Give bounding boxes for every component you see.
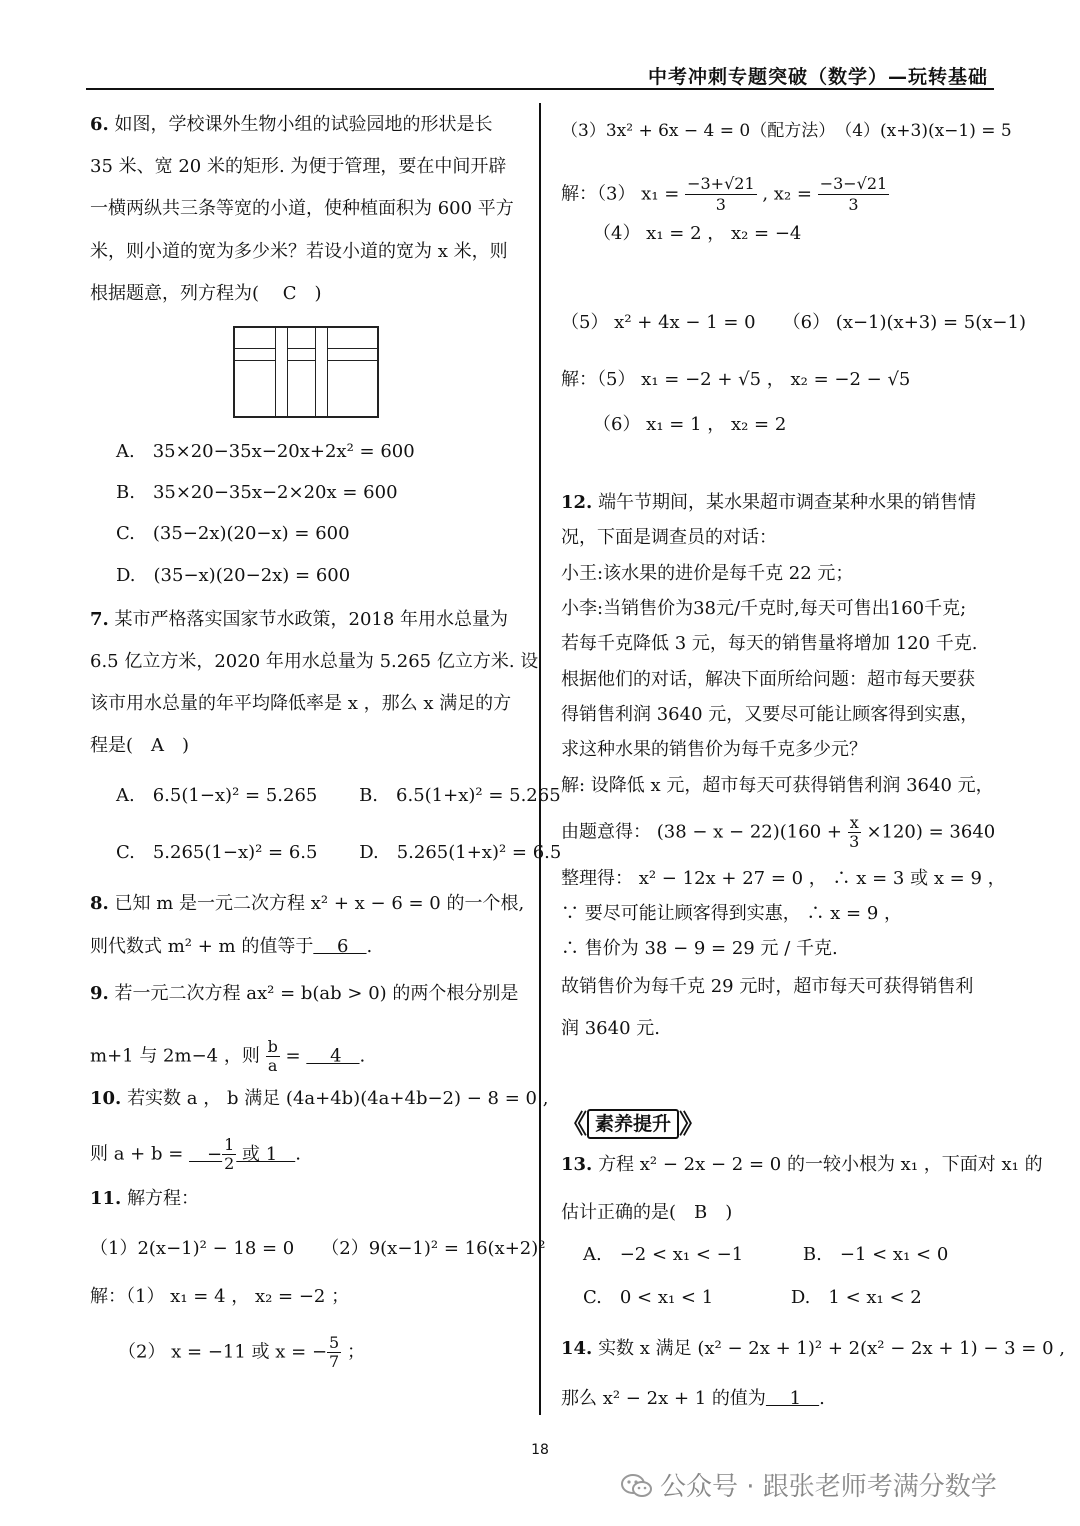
- q6-line-2: 35 米、宽 20 米的矩形. 为便于管理，要在中间开辟: [90, 156, 507, 177]
- q11-solution-4: （4） x₁ = 2 ， x₂ = −4: [593, 223, 802, 244]
- header-rule: [86, 88, 994, 90]
- q13-text-1: 方程 x² − 2x − 2 = 0 的一较小根为 x₁ ，下面对 x₁ 的: [598, 1154, 1043, 1175]
- q7-options-row-2: C. 5.265(1−x)² = 6.5 D. 5.265(1+x)² = 6.5: [116, 842, 562, 863]
- q12-eq-frac-den: 3: [849, 832, 860, 851]
- q7-line-1: [90, 607, 508, 633]
- q8-period: .: [366, 936, 373, 957]
- q6-option-c: C. (35−2x)(20−x) = 600: [116, 523, 350, 544]
- q12-line-7: 得销售利润 3640 元，又要尽可能让顾客得到实惠，: [561, 704, 979, 725]
- q12-number: 12.: [561, 492, 593, 513]
- header-title: 中考冲刺专题突破（数学）—玩转基础: [647, 66, 988, 88]
- q11-solution-3: [561, 174, 889, 215]
- q11-line-1: [90, 1186, 199, 1212]
- q6-line-1: [90, 112, 493, 138]
- q12-eq-pre: 由题意得： (38 − x − 22)(160 +: [561, 821, 848, 843]
- q9-frac-den: a: [267, 1056, 278, 1075]
- q6-option-d: D. (35−x)(20−2x) = 600: [116, 565, 351, 586]
- sol3-fraction-2: [818, 174, 890, 215]
- q10-line-1: [90, 1086, 548, 1112]
- q7-text-1: 某市严格落实国家节水政策，2018 年用水总量为: [114, 609, 509, 630]
- q10-answer-pre: −: [189, 1143, 223, 1165]
- q8-answer: 6: [313, 936, 367, 957]
- q9-text-1: 若一元二次方程 ax² = b(ab > 0) 的两个根分别是: [114, 983, 519, 1004]
- sol3-f2-den: 3: [848, 195, 859, 214]
- sol3-f1-den: 3: [715, 195, 726, 214]
- q12-eq-post: ×120) = 3640: [860, 821, 996, 843]
- q11-equations-5-6: （5） x² + 4x − 1 = 0 （6） (x−1)(x+3) = 5(x−1): [561, 312, 1026, 333]
- sol3-f1-num: −3+√21: [687, 174, 755, 193]
- q7-line-3: 该市用水总量的年平均降低率是 x ，那么 x 满足的方: [90, 693, 512, 714]
- q6-line-3: 一横两纵共三条等宽的小道，使种植面积为 600 平方: [90, 198, 514, 219]
- q12-line-4: 小李:当销售价为38元/千克时,每天可售出160千克;: [561, 598, 967, 619]
- q11-sol2-post: ；: [341, 1341, 365, 1363]
- q9-frac-num: b: [267, 1037, 278, 1056]
- column-divider: [539, 103, 541, 1415]
- q8-number: 8.: [90, 893, 109, 914]
- wechat-icon: [620, 1473, 654, 1499]
- q14-answer: 1: [765, 1388, 820, 1409]
- q9-line-1: [90, 981, 518, 1007]
- q11-sol2-fraction: [327, 1334, 341, 1371]
- q9-text-2: m+1 与 2m−4 ，则: [90, 1045, 260, 1067]
- q9-number: 9.: [90, 983, 109, 1004]
- q11-solution-2: [118, 1334, 365, 1371]
- q14-text-2: 那么 x² − 2x + 1 的值为: [561, 1388, 766, 1409]
- q12-line-8: 求这种水果的销售价为每千克多少元？: [561, 739, 867, 760]
- q12-line-13: 故销售价为每千克 29 元时，超市每天可获得销售利: [561, 976, 974, 997]
- q12-line-5: 若每千克降低 3 元，每天的销售量将增加 120 千克.: [561, 633, 978, 654]
- q10-frac-num: 1: [224, 1135, 235, 1154]
- q8-line-2: [90, 934, 372, 960]
- q9-equals: =: [279, 1045, 307, 1067]
- q10-text-1: 若实数 a ， b 满足 (4a+4b)(4a+4b−2) − 8 = 0 ,: [127, 1088, 549, 1109]
- q12-line-2: 况，下面是调查员的对话：: [561, 527, 777, 548]
- q11-solution-1: 解：（1） x₁ = 4 ， x₂ = −2 ；: [90, 1286, 350, 1307]
- garden-horizontal-path: [235, 348, 377, 361]
- q6-line-4: 米，则小道的宽为多少米？若设小道的宽为 x 米，则: [90, 241, 508, 262]
- q12-text-1: 端午节期间，某水果超市调查某种水果的销售情: [598, 492, 977, 513]
- q10-frac-den: 2: [224, 1154, 235, 1173]
- q9-period: .: [359, 1045, 366, 1067]
- q13-options-row-2: C. 0 < x₁ < 1 D. 1 < x₁ < 2: [583, 1287, 922, 1308]
- q12-line-14: 润 3640 元.: [561, 1018, 660, 1039]
- q10-line-2: [90, 1136, 301, 1173]
- q11-intro: 解方程：: [127, 1188, 200, 1209]
- garden-vertical-path-2: [315, 328, 328, 416]
- q11-equations: （1）2(x−1)² − 18 = 0 （2）9(x−1)² = 16(x+2)²: [90, 1238, 546, 1259]
- q14-text-1: 实数 x 满足 (x² − 2x + 1)² + 2(x² − 2x + 1) − 3 = 0 ,: [598, 1338, 1066, 1359]
- q6-text-1: 如图，学校课外生物小组的试验园地的形状是长: [114, 114, 493, 135]
- q7-options-row-1: A. 6.5(1−x)² = 5.265 B. 6.5(1+x)² = 5.265: [116, 785, 561, 806]
- badge-bracket-right: 》: [679, 1110, 706, 1140]
- q9-line-2: [90, 1038, 365, 1075]
- q11-equations-3-4: （3）3x² + 6x − 4 = 0（配方法） （4）(x+3)(x−1) = 5: [561, 121, 1012, 141]
- sol3-f2-num: −3−√21: [819, 174, 888, 193]
- q10-text-2: 则 a + b =: [90, 1143, 190, 1165]
- watermark: [620, 1466, 997, 1503]
- q10-period: .: [295, 1143, 301, 1165]
- q11-sol2-text: （2） x = −11 或 x = −: [118, 1341, 328, 1363]
- q12-equation: [561, 814, 995, 851]
- q11-solution-5: 解：（5） x₁ = −2 + √5 ， x₂ = −2 − √5: [561, 369, 911, 390]
- q12-line-12: ∴ 售价为 38 − 9 = 29 元 / 千克.: [561, 938, 838, 959]
- section-badge: [561, 1108, 705, 1142]
- q9-answer: 4: [306, 1045, 360, 1067]
- q12-line-6: 根据他们的对话，解决下面所给问题：超市每天要获: [561, 669, 975, 690]
- q14-line-2: [561, 1386, 825, 1412]
- q12-line-11: ∵ 要尽可能让顾客得到实惠， ∴ x = 9 ，: [561, 903, 903, 924]
- q13-options-row-1: A. −2 < x₁ < −1 B. −1 < x₁ < 0: [583, 1244, 949, 1265]
- q14-period: .: [819, 1388, 825, 1409]
- sol3-fraction-1: [685, 174, 757, 215]
- sol3-text: 解：（3） x₁ =: [561, 183, 686, 205]
- q9-fraction: [266, 1038, 280, 1075]
- q6-number: 6.: [90, 114, 109, 135]
- q7-number: 7.: [90, 609, 109, 630]
- q10-number: 10.: [90, 1088, 122, 1109]
- q8-text-1: 已知 m 是一元二次方程 x² + x − 6 = 0 的一个根,: [114, 893, 525, 914]
- q11-number: 11.: [90, 1188, 122, 1209]
- q11-solution-6: （6） x₁ = 1 ， x₂ = 2: [593, 414, 787, 435]
- q6-option-b: B. 35×20−35x−2×20x = 600: [116, 482, 398, 503]
- q8-line-1: [90, 891, 524, 917]
- q12-eq-fraction: [848, 814, 861, 851]
- q11-sol2-frac-num: 5: [329, 1333, 340, 1352]
- q13-line-1: [561, 1152, 1043, 1178]
- q11-sol2-frac-den: 7: [329, 1352, 340, 1371]
- watermark-text: 公众号 · 跟张老师考满分数学: [660, 1472, 997, 1502]
- q7-line-4: 程是( A ): [90, 735, 190, 756]
- q6-option-a: A. 35×20−35x−20x+2x² = 600: [116, 441, 415, 462]
- q10-fraction: [222, 1136, 236, 1173]
- sol3-mid: , x₂ =: [756, 183, 818, 205]
- section-title: 素养提升: [587, 1109, 679, 1139]
- garden-figure: [233, 326, 379, 418]
- q10-answer: [189, 1135, 296, 1173]
- q10-answer-post: 或 1: [236, 1143, 296, 1165]
- q12-line-10: 整理得： x² − 12x + 27 = 0 ， ∴ x = 3 或 x = 9 ，: [561, 868, 1006, 889]
- q12-eq-frac-num: x: [849, 813, 859, 832]
- garden-vertical-path-1: [275, 328, 288, 416]
- q8-text-2: 则代数式 m² + m 的值等于: [90, 936, 314, 957]
- q13-line-2: 估计正确的是( B ): [561, 1202, 733, 1223]
- q12-line-9: 解: 设降低 x 元，超市每天可获得销售利润 3640 元，: [561, 775, 994, 796]
- q12-line-1: [561, 490, 976, 516]
- q12-line-3: 小王:该水果的进价是每千克 22 元；: [561, 563, 854, 584]
- q7-line-2: 6.5 亿立方米，2020 年用水总量为 5.265 亿立方米. 设: [90, 651, 539, 672]
- page-number: 18: [531, 1442, 549, 1458]
- badge-bracket-left: 《: [561, 1110, 588, 1140]
- q13-number: 13.: [561, 1154, 593, 1175]
- q6-line-5: 根据题意，列方程为( C ): [90, 283, 322, 304]
- q14-line-1: [561, 1336, 1065, 1362]
- q14-number: 14.: [561, 1338, 593, 1359]
